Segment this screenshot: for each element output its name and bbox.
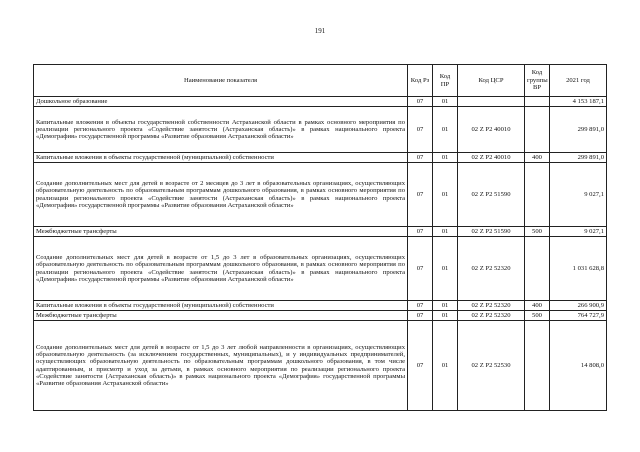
row-amount: 14 808,0 — [550, 321, 607, 411]
row-amount: 9 027,1 — [550, 227, 607, 237]
table-row — [34, 153, 607, 163]
row-rz: 07 — [408, 97, 433, 107]
row-pr: 01 — [433, 153, 458, 163]
table-row — [34, 227, 607, 237]
row-amount: 9 027,1 — [550, 163, 607, 227]
row-pr: 01 — [433, 311, 458, 321]
row-rz: 07 — [408, 163, 433, 227]
row-pr: 01 — [433, 107, 458, 153]
row-name: Капитальные вложения в объекты государственной собственности Астраханской области в рамках основного мероприятия по реализации регионального проекта «Содействие занятости (Астраханская область)» в рамках национального проекта «Демография» государственной программы «Развитие образования Астраханской области» — [34, 107, 408, 153]
row-rz: 07 — [408, 153, 433, 163]
row-rz: 07 — [408, 227, 433, 237]
row-rz: 07 — [408, 107, 433, 153]
row-amount: 4 153 187,1 — [550, 97, 607, 107]
row-vr — [525, 107, 550, 153]
row-csr — [458, 97, 525, 107]
row-csr: 02 Z P2 51590 — [458, 163, 525, 227]
row-vr — [525, 321, 550, 411]
table-row — [34, 301, 607, 311]
row-amount: 299 891,0 — [550, 107, 607, 153]
row-vr — [525, 97, 550, 107]
row-vr: 400 — [525, 153, 550, 163]
row-csr: 02 Z P2 52320 — [458, 301, 525, 311]
row-vr: 400 — [525, 301, 550, 311]
row-pr: 01 — [433, 163, 458, 227]
row-csr: 02 Z P2 52320 — [458, 311, 525, 321]
row-vr: 500 — [525, 311, 550, 321]
table-row — [34, 237, 607, 301]
header-pr: Код ПР — [433, 65, 458, 97]
row-rz: 07 — [408, 301, 433, 311]
table-header-row — [34, 65, 607, 97]
row-name: Создание дополнительных мест для детей в возрасте от 1,5 до 3 лет любой направленности в организациях, осуществляющих образовательную деятельность (за исключением государственных, муниципальных), и у индивидуальных предпринимателей, осуществляющих образовательную деятельность по образовательным программам дошкольного образования, в том числе адаптированным, и присмотр и уход за детьми, в рамках основного мероприятия по реализации регионального проекта «Содействие занятости (Астраханская область)» в рамках национального проекта «Демография» государственной программы «Развитие образования Астраханской области» — [34, 321, 408, 411]
row-pr: 01 — [433, 301, 458, 311]
table-row — [34, 163, 607, 227]
row-csr: 02 Z P2 52530 — [458, 321, 525, 411]
row-name: Создание дополнительных мест для детей в возрасте от 2 месяцев до 3 лет в образовательных организациях, осуществляющих образовательную деятельность по образовательным программам дошкольного образования, в рамках основного мероприятия по реализации регионального проекта «Содействие занятости (Астраханская область)» в рамках национального проекта «Демография» государственной программы «Развитие образования Астраханской области» — [34, 163, 408, 227]
table-row — [34, 107, 607, 153]
table-row — [34, 321, 607, 411]
row-name: Дошкольное образование — [34, 97, 408, 107]
budget-table — [33, 64, 607, 411]
row-amount: 1 031 628,8 — [550, 237, 607, 301]
row-rz: 07 — [408, 311, 433, 321]
table-row — [34, 311, 607, 321]
row-csr: 02 Z P2 40010 — [458, 107, 525, 153]
table-row — [34, 97, 607, 107]
row-name: Межбюджетные трансферты — [34, 311, 408, 321]
header-name: Наименование показателя — [34, 65, 408, 97]
row-vr — [525, 237, 550, 301]
row-rz: 07 — [408, 237, 433, 301]
header-vr: Код группы ВР — [525, 65, 550, 97]
row-pr: 01 — [433, 237, 458, 301]
row-vr: 500 — [525, 227, 550, 237]
row-name: Капитальные вложения в объекты государственной (муниципальной) собственности — [34, 153, 408, 163]
row-pr: 01 — [433, 97, 458, 107]
row-amount: 764 727,9 — [550, 311, 607, 321]
row-amount: 266 900,9 — [550, 301, 607, 311]
row-name: Создание дополнительных мест для детей в возрасте от 1,5 до 3 лет в образовательных организациях, осуществляющих образовательную деятельность по образовательным программам дошкольного образования, в рамках основного мероприятия по реализации регионального проекта «Содействие занятости (Астраханская область)» в рамках национального проекта «Демография» государственной программы «Развитие образования Астраханской области» — [34, 237, 408, 301]
header-rz: Код Рз — [408, 65, 433, 97]
row-csr: 02 Z P2 51590 — [458, 227, 525, 237]
header-year: 2021 год — [550, 65, 607, 97]
row-vr — [525, 163, 550, 227]
row-csr: 02 Z P2 40010 — [458, 153, 525, 163]
row-csr: 02 Z P2 52320 — [458, 237, 525, 301]
page-number: 191 — [314, 27, 326, 35]
row-rz: 07 — [408, 321, 433, 411]
row-pr: 01 — [433, 321, 458, 411]
header-csr: Код ЦСР — [458, 65, 525, 97]
row-name: Капитальные вложения в объекты государственной (муниципальной) собственности — [34, 301, 408, 311]
row-amount: 299 891,0 — [550, 153, 607, 163]
row-pr: 01 — [433, 227, 458, 237]
row-name: Межбюджетные трансферты — [34, 227, 408, 237]
